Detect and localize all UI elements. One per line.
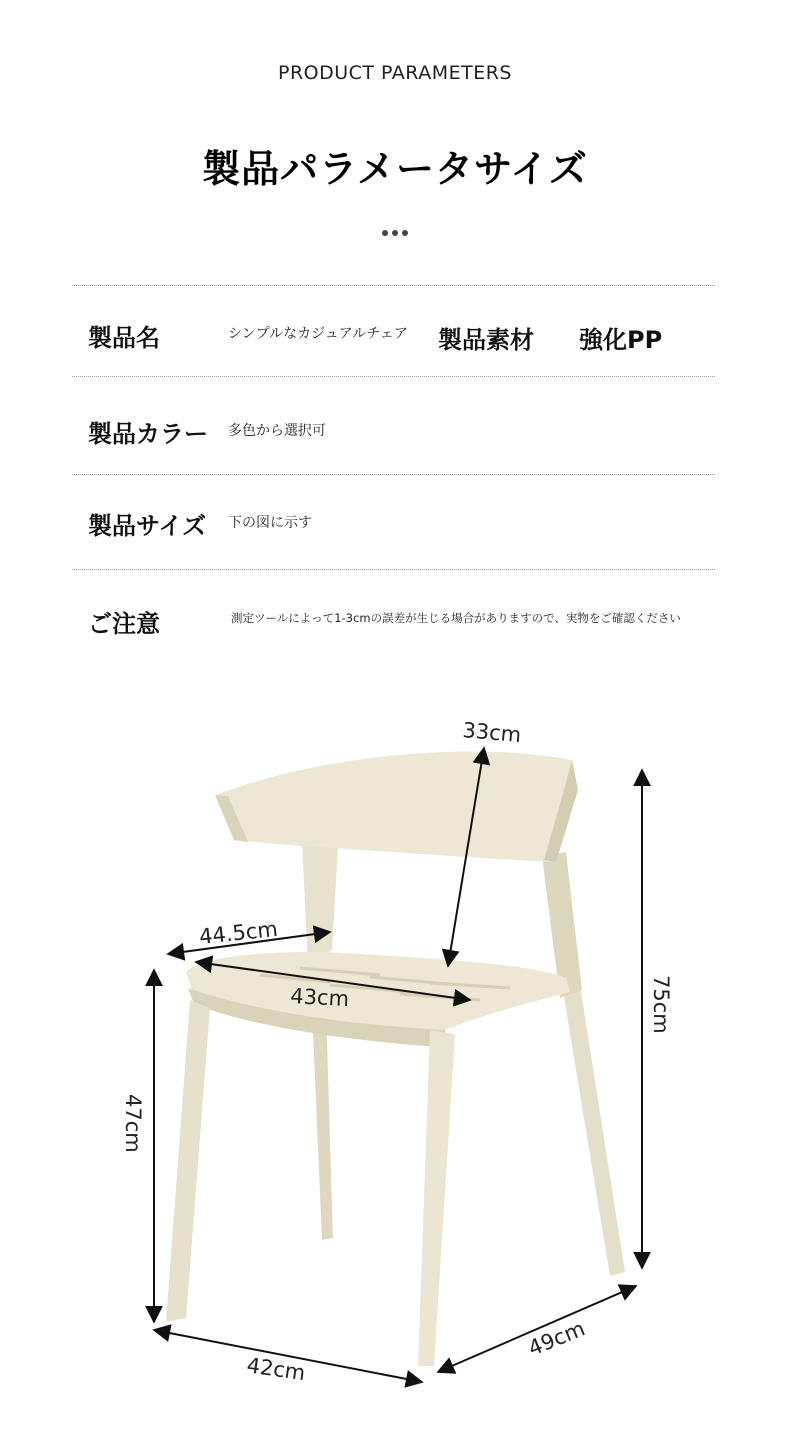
ellipsis-icon <box>0 230 790 236</box>
divider <box>72 474 715 475</box>
note-value: 測定ツールによって1-3cmの誤差が生じる場合がありますので、実物をご確認ください <box>231 611 681 625</box>
header-subtitle: PRODUCT PARAMETERS <box>277 62 512 84</box>
dim-back-depth: 33cm <box>461 718 523 748</box>
dim-base-depth: 49cm <box>524 1316 589 1361</box>
product-name-label: 製品名 <box>88 324 160 352</box>
dim-base-width: 42cm <box>245 1353 307 1386</box>
divider <box>72 376 715 377</box>
product-color-label: 製品カラー <box>88 420 208 448</box>
chair-illustration <box>166 751 625 1366</box>
product-material-value: 強化PP <box>579 326 663 354</box>
divider <box>72 285 715 286</box>
product-size-value: 下の図に示す <box>228 515 312 531</box>
dim-total-height: 75cm <box>649 975 673 1034</box>
dim-seat-width: 44.5cm <box>198 916 279 949</box>
dim-seat-height: 47cm <box>121 1094 145 1153</box>
product-name-value: シンプルなカジュアルチェア <box>228 326 408 342</box>
product-color-value: 多色から選択可 <box>228 423 326 439</box>
product-size-label: 製品サイズ <box>88 512 207 540</box>
chair-dimension-diagram <box>0 680 790 1444</box>
page-title: 製品パラメータサイズ <box>202 147 588 191</box>
note-label: ご注意 <box>88 610 160 638</box>
product-material-label: 製品素材 <box>438 326 534 354</box>
divider <box>72 569 715 570</box>
dim-seat-depth: 43cm <box>289 984 350 1012</box>
